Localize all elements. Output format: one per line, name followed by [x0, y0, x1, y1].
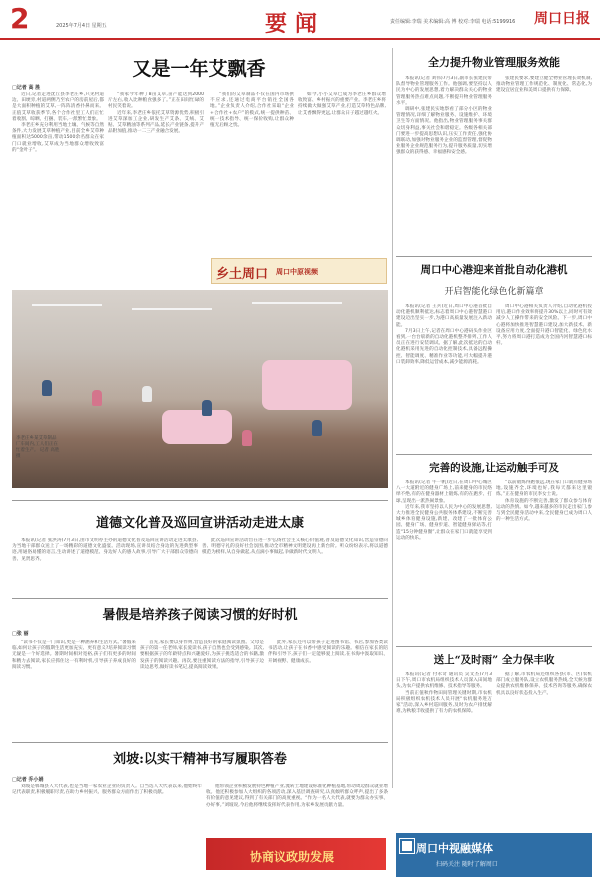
sports-text-col2 — [496, 480, 592, 640]
sports-text-col1 — [396, 480, 492, 640]
port-paragraph: 本报讯(记者 王兵)近日,周口中心港首批自动化港机顺利抵达,标志着周口中心港智慧港口建设迈出坚实一步,为港口高质量发展注入新动能。 — [396, 304, 492, 328]
divider — [12, 598, 388, 599]
reading-text-col1 — [12, 640, 136, 738]
port-subheadline: 开启智能化绿色化新篇章 — [444, 287, 544, 297]
divider — [396, 454, 592, 455]
sports-paragraph: 体育设施的不断完善,激发了群众参与体育运动的热情。如今,越来越多的市民走出家门,参与到全民健身活动中来,全民健身已成为周口人的一种生活方式。 — [496, 498, 592, 523]
bottom-banner-text: 协商议政助发展 — [250, 850, 335, 864]
main-paragraph: “我家今年种了8亩艾草,亩产能达到2000斤左右,收入比种粮食强多了。”正在田间忙碌的村民笑着说。 — [108, 92, 204, 110]
header-date: 2025年7月4日 星期五 — [56, 23, 107, 29]
port-text-col2 — [496, 304, 592, 450]
main-text-col3 — [210, 92, 294, 254]
delivery-text-col1 — [396, 672, 492, 828]
property-text-col2 — [496, 76, 592, 246]
liu-text-col1 — [12, 784, 202, 878]
footer-subtitle: 扫码关注 随时了解周口 — [436, 861, 498, 868]
reading-byline: □张 丽 — [12, 631, 29, 637]
main-paragraph: 如今,小小艾草已成为李老庄乡群众增收致富、乡村振兴的重要产业。李老庄乡将持续做大做强艾草产业,打造艾草特色品牌,让艾香飘得更远,让群众日子越过越红火。 — [298, 92, 386, 116]
port-text-col1 — [396, 304, 492, 450]
footer-title: 周口中视融媒体 — [416, 842, 493, 855]
delivery-paragraph: 当前正值秋作物田间管理关键时期,市农机局积极组织农机技术人员开展“农机服务进万家”活动,深入乡村巡回服务,及时为农户排忧解难,为秋粮丰收提供了有力的农机保障。 — [396, 690, 492, 715]
main-paragraph: 近日,记者走进沈丘县李老庄乡,只见村道边、田埂旁,村道两侧乃至农户的房前屋后,都是大面积种植的艾草,一阵阵清香扑鼻而来。正值艾草收获季节,各个合作社里工人们正忙着收割、晾晒、打捆、装车,一派繁忙景象。 — [12, 92, 104, 122]
property-paragraph: 本报讯(记者 刘伟)7月3日,副市长张建民带队督导物业管理服务工作。他强调,要坚持以人民为中心的发展思想,着力解决群众关心的物业管理服务热点难点问题,不断提升物业管理服务水平。 — [396, 76, 492, 106]
sports-paragraph: “以前锻炼得跑很远,现在家门口就有健身场地,设施齐全,环境也好,我每天都来这里锻炼。”正在健身的市民李女士说。 — [496, 480, 592, 498]
delivery-headline: 送上“及时雨” 全力保丰收 — [433, 654, 555, 666]
port-paragraph: 周口中心港相关负责人介绍,自动化港机投用后,港口作业效率将提升30%以上,同时可有效减少人工操作带来的安全风险。下一步,周口中心港将加快推进智慧港口建设,加大新技术、新设备应用力度,全面提升港口智能化、绿色化水平,努力将周口港打造成为全国内河智慧港口标杆。 — [496, 304, 592, 347]
factory-photo — [12, 290, 388, 488]
divider — [12, 742, 388, 743]
reading-text-col2 — [140, 640, 264, 738]
divider — [396, 646, 592, 647]
port-headline: 周口中心港迎来首批自动化港机 — [420, 264, 568, 276]
section-title: 要闻 — [265, 11, 326, 37]
main-paragraph: 近年来,李老庄乡依托艾草资源优势,积极引进艾草深加工企业,研发生产艾条、艾绒、艾贴、艾草精油等系列产品,延长产业链条,提升产品附加值,推动一二三产业融合发展。 — [108, 110, 204, 135]
reading-text-col3 — [268, 640, 388, 738]
newspaper-logo: 周口日报 — [534, 11, 590, 27]
page-number: 2 — [10, 2, 30, 35]
liu-paragraph: 他带领企业积极发展特色种植产业,流转土地建设标准化种植基地,带动周边群众就业增收。他还积极参加人大组织的各项活动,深入基层调查研究,认真倾听群众呼声,提出了多条有价值的意见建议,得到了有关部门的高度重视。“作为一名人大代表,就要为群众办实事、办好事。”刘坡说,今后他将继续发挥好代表作用,为家乡发展贡献力量。 — [206, 784, 388, 808]
photo-caption: 李老庄乡某艾草制品厂车间内,工人们正在忙着生产。 记者 高胜 摄 — [16, 436, 60, 459]
moral-text-col1 — [12, 538, 198, 594]
moral-text-col2 — [202, 538, 388, 594]
footer-banner — [396, 833, 592, 877]
main-paragraph: “我们的艾草制品不仅在国内市场供不应求,还通过电商平台销往全国各地。”企业负责人介绍,合作社采取“企业+合作社+农户”的模式,统一提供种苗、统一技术指导、统一保价收购,让群众种植无后顾之忧。 — [210, 92, 294, 129]
property-text-col1 — [396, 76, 492, 246]
divider — [396, 256, 592, 257]
qr-code-icon — [400, 839, 414, 853]
liu-byline: □记者 乔小娟 — [12, 777, 44, 783]
property-paragraph: 调研中,张建民实地察看了部分小区的物业管理情况,详细了解物业服务、设施维护、环境卫生等方面情况。他指出,物业管理服务事关群众切身利益,事关社会和谐稳定。各级各相关部门要进一步提高思想认识,压实工作责任,强化协调联动,加强对物业服务企业的监督管理,督促物业服务企业规范服务行为,提升服务质量,切实增强群众的获得感、幸福感和安全感。 — [396, 107, 492, 156]
sports-paragraph: 近年来,我市坚持以人民为中心的发展思想,大力推进全民健身公共服务体系建设,不断完善城乡体育健身设施,新建、改建了一批体育公园、健身广场、健身步道、智能健身驿站等,打造“15分钟健身圈”,让群众在家门口就能享受到运动的快乐。 — [396, 504, 492, 541]
masthead — [0, 0, 600, 40]
reading-paragraph: 首先,家长要以身作则,营造良好的家庭阅读氛围。父母是孩子的第一任老师,家长爱读书,孩子自然也会受到感染。其次,要根据孩子的年龄特点和兴趣爱好,为孩子挑选适合的书籍,激发孩子的阅读兴趣。再次,要注重阅读方法的指导,引导孩子边读边思考,做好读书笔记,提高阅读效果。 — [140, 640, 264, 670]
main-byline: □记者 高 胜 — [12, 85, 41, 91]
banner-subtitle: 周口中原视频 — [276, 268, 318, 276]
delivery-paragraph: 本报讯(记者 付永奇 通讯员 吴文杰)7月3日下午,周口市农机局组织技术人员深入田间地头,为农户提供农机维修、技术指导等服务。 — [396, 672, 492, 690]
main-headline: 又是一年艾飘香 — [132, 58, 266, 80]
delivery-paragraph: 据了解,市农机局还组织各县(市、区)农机部门成立服务队,设立农机服务热线,全天候为群众提供农机维修保养、技术咨询等服务,确保农机具以良好状态投入生产。 — [496, 672, 592, 696]
xiangtu-banner — [211, 258, 387, 284]
reading-headline: 暑假是培养孩子阅读习惯的好时机 — [102, 608, 298, 623]
property-paragraph: 张建民要求,要建立健全物业管理长效机制,推动物业管理工作规范化、制度化、常态化,为建设宜居宜业和美周口提供有力保障。 — [496, 76, 592, 94]
sports-headline: 完善的设施,让运动触手可及 — [429, 462, 559, 474]
reading-paragraph: “读书不仅是一门知识,更是一种涵养和生活方式。”暑假来临,如何让孩子的假期生活更加充实、更有意义?培养阅读习惯无疑是一个好选择。暑期时间相对宽裕,孩子们有更多的时间和精力去阅读,家长应抓住这一有利时机,引导孩子养成良好的阅读习惯。 — [12, 640, 136, 670]
banner-title: 乡土周口 — [216, 267, 269, 282]
port-paragraph: 7月3日上午,记者在周口中心港码头作业区看到,一台台崭新的自动化港机整齐排列,工作人员正在进行安装调试。据了解,此次抵达的自动化港机采用先进的自动化控制技术,具备远程操控、智能调度、精准作业等功能,可大幅提升港口装卸效率,降低运营成本,减少能源消耗。 — [396, 328, 492, 365]
main-text-col1 — [12, 92, 104, 262]
liu-text-col2 — [206, 784, 388, 834]
bottom-banner — [206, 838, 386, 870]
reading-paragraph: 此外,家长还可以带孩子走进图书馆、书店,参加各类读书活动,让孩子在书香中感受阅读的乐趣。相信在家长的陪伴和引导下,孩子们一定能够爱上阅读,在书海中汲取知识、开阔视野、健康成长。 — [268, 640, 388, 664]
divider — [12, 500, 388, 501]
liu-headline: 刘坡:以实干精神书写履职答卷 — [113, 752, 287, 767]
moral-headline: 道德文化普及巡回宣讲活动走进太康 — [95, 516, 304, 531]
main-text-col4 — [298, 92, 386, 254]
sports-paragraph: 本报讯(记者 牛一帆)近日,在周口中心城区八一大道附近的健身广场上,前来健身的市民络绎不绝,有的在健身器材上锻炼,有的在跑步、打球,呈现出一派热闹景象。 — [396, 480, 492, 504]
liu-paragraph: 刘坡是郸城县人大代表,也是当地一家农业企业的负责人。自当选人大代表以来,他始终牢记代表职责,积极履职尽责,在助力乡村振兴、服务群众方面作出了积极贡献。 — [12, 784, 202, 796]
main-text-col2 — [108, 92, 204, 262]
main-paragraph: 李老庄乡充分利用当地土壤、气候等自然条件,大力发展艾草种植产业,目前全乡艾草种植面积达5000余亩,带动1500余名群众在家门口就业增收,艾草成为当地群众增收致富的“金叶子”。 — [12, 123, 104, 153]
editors-line: 责任编辑:李瑞 美术编辑:高 博 校对:李瑞 电话:5199916 — [390, 19, 516, 25]
column-rule — [392, 48, 393, 788]
moral-paragraph: 本报讯(记者 张洪涛)7月3日,由市文明办主办的道德文化普及巡回宣讲活动走进太康县,为当地干部群众送上了一场精彩的道德文化盛宴。活动现场,宣讲员结合身边的先进典型事迹,用通俗易懂的语言,生动讲述了道德模范、身边好人的感人故事,引导广大干部群众崇德向善、见贤思齐。 — [12, 538, 198, 562]
property-headline: 全力提升物业管理服务效能 — [428, 56, 560, 69]
delivery-text-col2 — [496, 672, 592, 828]
moral-paragraph: 此次巡回宣讲活动旨在进一步弘扬社会主义核心价值观,普及道德文化知识,营造崇德向善、明德守礼的良好社会氛围,推动全市精神文明建设再上新台阶。听众纷纷表示,将以道德模范为榜样,从自身做起,从点滴小事做起,争做新时代文明人。 — [202, 538, 388, 556]
